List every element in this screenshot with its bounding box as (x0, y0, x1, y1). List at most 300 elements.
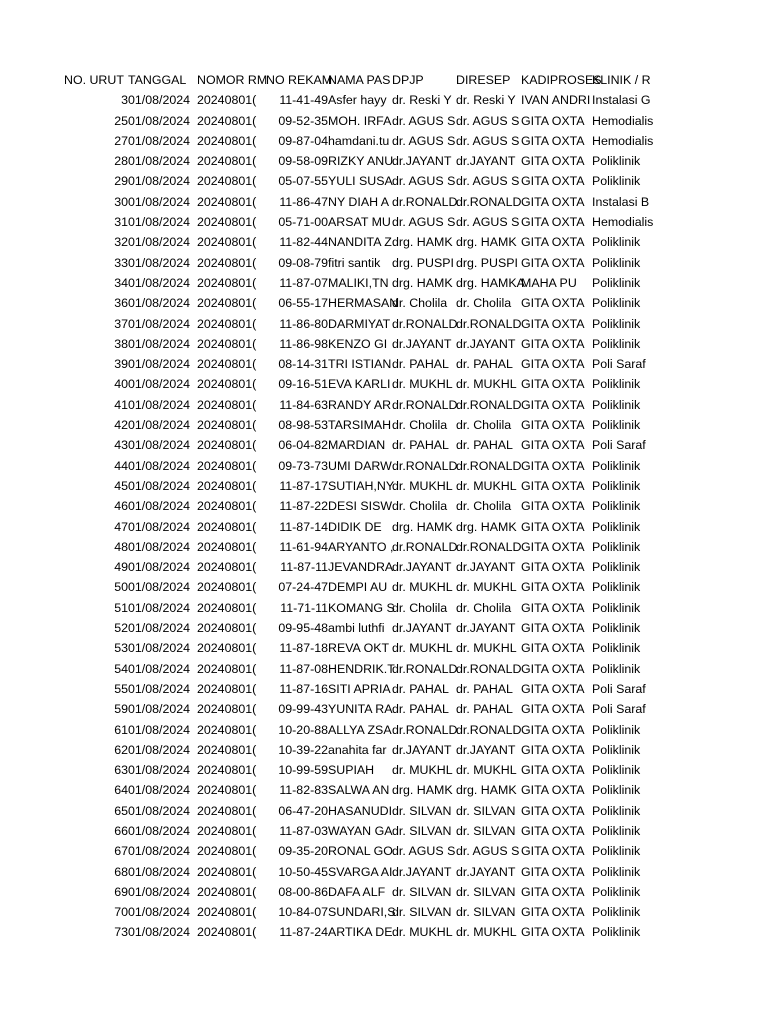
cell-klinik: Hemodialis (592, 215, 654, 230)
header-no-urut: NO. URUT (64, 73, 124, 87)
cell-tanggal: 01/08/2024 (128, 864, 191, 879)
cell-kadiproses: GITA OXTA (521, 418, 585, 433)
cell-kadiproses: GITA OXTA (521, 783, 585, 798)
cell-nama-pasien: HENDRIK.T (328, 661, 395, 676)
cell-no-rekam: 08-00-86 (278, 884, 328, 899)
cell-tanggal: 01/08/2024 (128, 275, 191, 290)
cell-klinik: Poliklinik (592, 174, 641, 189)
cell-no-rekam: 11-87-14 (279, 519, 328, 534)
cell-nomor-rm: 20240801( (197, 823, 257, 838)
cell-nama-pasien: REVA OKT (328, 641, 390, 656)
cell-klinik: Poliklinik (592, 844, 641, 859)
cell-nama-pasien: RONAL GO (328, 844, 393, 859)
cell-tanggal: 01/08/2024 (128, 661, 191, 676)
cell-no-urut: 47 (114, 519, 128, 534)
cell-tanggal: 01/08/2024 (128, 194, 191, 209)
cell-dpjp: dr. AGUS S (392, 174, 456, 189)
cell-nomor-rm: 20240801( (197, 884, 257, 899)
cell-nomor-rm: 20240801( (197, 742, 257, 757)
cell-dpjp: dr. AGUS S (392, 133, 456, 148)
cell-tanggal: 01/08/2024 (128, 539, 191, 554)
cell-diresep: dr. SILVAN (456, 884, 516, 899)
cell-dpjp: dr. MUKHL (392, 478, 453, 493)
header-dpjp: DPJP (392, 73, 424, 87)
cell-nomor-rm: 20240801( (197, 93, 257, 108)
cell-tanggal: 01/08/2024 (128, 93, 191, 108)
header-diresep: DIRESEP (456, 73, 511, 87)
cell-tanggal: 01/08/2024 (128, 925, 191, 940)
cell-kadiproses: GITA OXTA (521, 925, 585, 940)
cell-no-rekam: 09-87-04 (278, 133, 328, 148)
cell-diresep: dr. SILVAN (456, 823, 516, 838)
cell-no-rekam: 11-41-49 (279, 93, 328, 108)
cell-dpjp: dr.JAYANT (392, 864, 452, 879)
cell-kadiproses: GITA OXTA (521, 641, 585, 656)
cell-klinik: Poliklinik (592, 763, 641, 778)
cell-diresep: dr.JAYANT (456, 154, 516, 169)
cell-dpjp: dr.RONALD (392, 316, 458, 331)
cell-no-urut: 28 (114, 154, 128, 169)
cell-kadiproses: GITA OXTA (521, 600, 585, 615)
cell-no-rekam: 09-08-79 (278, 255, 328, 270)
cell-klinik: Poliklinik (592, 600, 641, 615)
cell-dpjp: dr.RONALD (392, 661, 458, 676)
cell-tanggal: 01/08/2024 (128, 905, 191, 920)
cell-klinik: Poliklinik (592, 458, 641, 473)
cell-dpjp: dr.JAYANT (392, 621, 452, 636)
cell-dpjp: dr. SILVAN (392, 884, 452, 899)
table-row (0, 496, 768, 516)
cell-tanggal: 01/08/2024 (128, 478, 191, 493)
cell-diresep: dr. MUKHL (456, 925, 517, 940)
cell-no-urut: 59 (114, 702, 128, 717)
cell-klinik: Instalasi G (592, 93, 651, 108)
cell-diresep: dr. MUKHL (456, 641, 517, 656)
cell-klinik: Poliklinik (592, 641, 641, 656)
cell-no-urut: 68 (114, 864, 128, 879)
cell-nama-pasien: NY DIAH A (328, 194, 390, 209)
cell-tanggal: 01/08/2024 (128, 397, 191, 412)
cell-tanggal: 01/08/2024 (128, 823, 191, 838)
cell-klinik: Poliklinik (592, 823, 641, 838)
cell-nomor-rm: 20240801( (197, 296, 257, 311)
cell-nomor-rm: 20240801( (197, 621, 257, 636)
cell-tanggal: 01/08/2024 (128, 113, 191, 128)
cell-dpjp: dr. SILVAN (392, 823, 452, 838)
cell-no-rekam: 06-47-20 (278, 803, 328, 818)
cell-dpjp: dr. Cholila (392, 418, 448, 433)
cell-kadiproses: GITA OXTA (521, 702, 585, 717)
table-row (0, 435, 768, 455)
header-tanggal: TANGGAL (128, 73, 187, 87)
cell-kadiproses: GITA OXTA (521, 803, 585, 818)
cell-kadiproses: GITA OXTA (521, 255, 585, 270)
cell-klinik: Poliklinik (592, 478, 641, 493)
cell-dpjp: drg. PUSPI (392, 255, 454, 270)
cell-klinik: Poliklinik (592, 722, 641, 737)
cell-nama-pasien: DIDIK DE (328, 519, 382, 534)
table-row (0, 151, 768, 171)
cell-diresep: dr. PAHAL (456, 681, 513, 696)
cell-diresep: dr.JAYANT (456, 560, 516, 575)
cell-kadiproses: GITA OXTA (521, 864, 585, 879)
cell-nama-pasien: JEVANDRA (328, 560, 394, 575)
cell-no-urut: 63 (114, 763, 128, 778)
cell-nomor-rm: 20240801( (197, 661, 257, 676)
cell-nomor-rm: 20240801( (197, 438, 257, 453)
cell-kadiproses: GITA OXTA (521, 905, 585, 920)
cell-diresep: dr. PAHAL (456, 357, 513, 372)
cell-dpjp: dr. AGUS S (392, 844, 456, 859)
cell-no-urut: 52 (114, 621, 128, 636)
table-row (0, 334, 768, 354)
cell-dpjp: dr. MUKHL (392, 377, 453, 392)
cell-diresep: dr.RONALD (456, 397, 522, 412)
cell-tanggal: 01/08/2024 (128, 742, 191, 757)
cell-nama-pasien: WAYAN GA (328, 823, 393, 838)
cell-kadiproses: GITA OXTA (521, 844, 585, 859)
cell-kadiproses: GITA OXTA (521, 397, 585, 412)
cell-klinik: Poliklinik (592, 925, 641, 940)
cell-nomor-rm: 20240801( (197, 357, 257, 372)
cell-tanggal: 01/08/2024 (128, 519, 191, 534)
cell-kadiproses: GITA OXTA (521, 681, 585, 696)
cell-no-rekam: 11-87-11 (280, 560, 328, 575)
table-row (0, 882, 768, 902)
cell-klinik: Poliklinik (592, 255, 641, 270)
cell-kadiproses: GITA OXTA (521, 722, 585, 737)
cell-no-urut: 73 (114, 925, 128, 940)
cell-nama-pasien: hamdani.tu (328, 133, 390, 148)
cell-klinik: Poliklinik (592, 377, 641, 392)
cell-diresep: dr.RONALD (456, 316, 522, 331)
cell-nomor-rm: 20240801( (197, 235, 257, 250)
cell-klinik: Poliklinik (592, 621, 641, 636)
cell-nama-pasien: MARDIAN (328, 438, 386, 453)
cell-klinik: Poliklinik (592, 499, 641, 514)
table-row (0, 273, 768, 293)
cell-tanggal: 01/08/2024 (128, 418, 191, 433)
cell-dpjp: dr.RONALD (392, 397, 458, 412)
table-row (0, 638, 768, 658)
cell-tanggal: 01/08/2024 (128, 803, 191, 818)
cell-dpjp: dr. MUKHL (392, 925, 453, 940)
cell-dpjp: dr. PAHAL (392, 681, 449, 696)
cell-no-rekam: 10-39-22 (278, 742, 328, 757)
cell-diresep: dr. AGUS S (456, 174, 520, 189)
cell-klinik: Poliklinik (592, 783, 641, 798)
table-row (0, 801, 768, 821)
cell-diresep: dr.RONALD (456, 539, 522, 554)
cell-no-urut: 53 (114, 641, 128, 656)
cell-klinik: Poliklinik (592, 275, 641, 290)
cell-tanggal: 01/08/2024 (128, 235, 191, 250)
cell-kadiproses: GITA OXTA (521, 336, 585, 351)
cell-tanggal: 01/08/2024 (128, 316, 191, 331)
cell-diresep: dr.RONALD (456, 194, 522, 209)
cell-kadiproses: GITA OXTA (521, 296, 585, 311)
cell-diresep: drg. PUSPI (456, 255, 518, 270)
table-row (0, 679, 768, 699)
cell-klinik: Poliklinik (592, 803, 641, 818)
cell-no-rekam: 11-84-63 (279, 397, 328, 412)
cell-diresep: dr. SILVAN (456, 905, 516, 920)
cell-kadiproses: GITA OXTA (521, 884, 585, 899)
cell-kadiproses: GITA OXTA (521, 316, 585, 331)
cell-diresep: dr. SILVAN (456, 803, 516, 818)
cell-kadiproses: GITA OXTA (521, 499, 585, 514)
cell-no-urut: 66 (114, 823, 128, 838)
cell-nama-pasien: DAFA ALF (328, 884, 386, 899)
cell-nama-pasien: ambi luthfi (328, 621, 385, 636)
cell-klinik: Poliklinik (592, 580, 641, 595)
cell-nomor-rm: 20240801( (197, 377, 257, 392)
cell-kadiproses: MAHA PU (521, 275, 577, 290)
cell-diresep: dr. PAHAL (456, 438, 513, 453)
cell-nomor-rm: 20240801( (197, 154, 257, 169)
table-row (0, 212, 768, 232)
cell-no-urut: 25 (114, 113, 128, 128)
cell-dpjp: dr. MUKHL (392, 580, 453, 595)
cell-kadiproses: GITA OXTA (521, 194, 585, 209)
cell-klinik: Poliklinik (592, 519, 641, 534)
cell-diresep: dr. PAHAL (456, 702, 513, 717)
cell-klinik: Hemodialis (592, 113, 654, 128)
cell-no-urut: 33 (114, 255, 128, 270)
cell-nomor-rm: 20240801( (197, 255, 257, 270)
cell-nomor-rm: 20240801( (197, 722, 257, 737)
cell-diresep: dr.RONALD (456, 722, 522, 737)
cell-klinik: Poliklinik (592, 296, 641, 311)
spreadsheet (0, 70, 768, 943)
cell-kadiproses: GITA OXTA (521, 560, 585, 575)
cell-diresep: dr. Reski Y (456, 93, 516, 108)
cell-klinik: Poliklinik (592, 397, 641, 412)
cell-dpjp: dr. PAHAL (392, 702, 449, 717)
table-row (0, 90, 768, 110)
cell-no-urut: 37 (114, 316, 128, 331)
table-row (0, 111, 768, 131)
cell-nama-pasien: HASANUDI (328, 803, 393, 818)
cell-nama-pasien: ARYANTO , (328, 539, 394, 554)
cell-no-urut: 55 (114, 681, 128, 696)
cell-nomor-rm: 20240801( (197, 215, 257, 230)
cell-kadiproses: IVAN ANDRI (521, 93, 591, 108)
cell-no-rekam: 08-98-53 (278, 418, 328, 433)
cell-nomor-rm: 20240801( (197, 580, 257, 595)
cell-dpjp: dr. Cholila (392, 499, 448, 514)
table-row (0, 862, 768, 882)
header-no-rekam: NO REKAM (266, 73, 333, 87)
cell-kadiproses: GITA OXTA (521, 377, 585, 392)
table-row (0, 476, 768, 496)
cell-diresep: dr. Cholila (456, 296, 512, 311)
cell-dpjp: dr. AGUS S (392, 113, 456, 128)
table-row (0, 456, 768, 476)
cell-nama-pasien: SUTIAH,NY (328, 478, 395, 493)
cell-nomor-rm: 20240801( (197, 418, 257, 433)
table-row (0, 374, 768, 394)
cell-tanggal: 01/08/2024 (128, 884, 191, 899)
table-row (0, 902, 768, 922)
cell-no-rekam: 10-99-59 (278, 763, 328, 778)
cell-no-urut: 27 (114, 133, 128, 148)
cell-tanggal: 01/08/2024 (128, 215, 191, 230)
cell-no-rekam: 11-61-94 (279, 539, 328, 554)
cell-nomor-rm: 20240801( (197, 316, 257, 331)
cell-dpjp: dr. Reski Y (392, 93, 452, 108)
table-row (0, 293, 768, 313)
cell-nama-pasien: TARSIMAH (328, 418, 392, 433)
cell-klinik: Poliklinik (592, 905, 641, 920)
cell-diresep: dr. MUKHL (456, 377, 517, 392)
cell-nomor-rm: 20240801( (197, 803, 257, 818)
cell-tanggal: 01/08/2024 (128, 336, 191, 351)
cell-diresep: dr. MUKHL (456, 580, 517, 595)
cell-no-rekam: 09-73-73 (278, 458, 328, 473)
cell-dpjp: dr.JAYANT (392, 336, 452, 351)
cell-tanggal: 01/08/2024 (128, 357, 191, 372)
cell-dpjp: dr. PAHAL (392, 438, 449, 453)
cell-dpjp: dr. SILVAN (392, 803, 452, 818)
cell-nama-pasien: Asfer hayy (328, 93, 387, 108)
cell-kadiproses: GITA OXTA (521, 661, 585, 676)
cell-dpjp: drg. HAMK (392, 519, 453, 534)
cell-dpjp: dr.RONALD (392, 539, 458, 554)
cell-no-rekam: 11-87-17 (279, 478, 328, 493)
cell-diresep: dr. AGUS S (456, 215, 520, 230)
cell-klinik: Poli Saraf (592, 702, 646, 717)
table-row (0, 760, 768, 780)
cell-tanggal: 01/08/2024 (128, 763, 191, 778)
cell-diresep: dr. Cholila (456, 499, 512, 514)
cell-tanggal: 01/08/2024 (128, 174, 191, 189)
cell-kadiproses: GITA OXTA (521, 823, 585, 838)
cell-no-rekam: 09-35-20 (278, 844, 328, 859)
cell-klinik: Poliklinik (592, 539, 641, 554)
cell-nama-pasien: EVA KARLI (328, 377, 391, 392)
cell-no-rekam: 11-86-80 (279, 316, 328, 331)
cell-no-rekam: 11-87-07 (279, 275, 328, 290)
cell-dpjp: drg. HAMK (392, 783, 453, 798)
cell-nama-pasien: DESI SISW (328, 499, 393, 514)
header-nama-pasien: NAMA PAS (328, 73, 391, 87)
cell-diresep: dr.RONALD (456, 458, 522, 473)
cell-no-rekam: 11-86-47 (279, 194, 328, 209)
cell-diresep: dr.JAYANT (456, 742, 516, 757)
cell-no-urut: 29 (114, 174, 128, 189)
cell-nomor-rm: 20240801( (197, 763, 257, 778)
cell-diresep: dr.JAYANT (456, 336, 516, 351)
cell-dpjp: dr. SILVAN (392, 905, 452, 920)
cell-no-rekam: 05-07-55 (278, 174, 328, 189)
table-row (0, 780, 768, 800)
cell-nama-pasien: anahita far (328, 742, 387, 757)
cell-klinik: Poli Saraf (592, 681, 646, 696)
cell-no-rekam: 11-87-24 (279, 925, 328, 940)
cell-dpjp: dr. PAHAL (392, 357, 449, 372)
cell-tanggal: 01/08/2024 (128, 844, 191, 859)
cell-no-urut: 46 (114, 499, 128, 514)
cell-no-rekam: 10-20-88 (278, 722, 328, 737)
cell-nomor-rm: 20240801( (197, 194, 257, 209)
cell-no-rekam: 11-71-11 (280, 600, 328, 615)
cell-no-urut: 34 (114, 275, 128, 290)
cell-diresep: dr.JAYANT (456, 864, 516, 879)
table-row (0, 253, 768, 273)
table-row (0, 720, 768, 740)
cell-no-rekam: 05-71-00 (278, 215, 328, 230)
cell-kadiproses: GITA OXTA (521, 458, 585, 473)
cell-diresep: dr.RONALD (456, 661, 522, 676)
header-kadiproses: KADIPROSES (521, 73, 602, 87)
cell-nomor-rm: 20240801( (197, 539, 257, 554)
cell-nama-pasien: SUNDARI,S (328, 905, 396, 920)
table-row (0, 171, 768, 191)
cell-klinik: Poliklinik (592, 235, 641, 250)
cell-nomor-rm: 20240801( (197, 113, 257, 128)
table-row (0, 314, 768, 334)
cell-dpjp: dr. MUKHL (392, 763, 453, 778)
cell-no-rekam: 09-52-35 (278, 113, 328, 128)
cell-klinik: Instalasi B (592, 194, 650, 209)
cell-nomor-rm: 20240801( (197, 499, 257, 514)
cell-kadiproses: GITA OXTA (521, 580, 585, 595)
cell-nomor-rm: 20240801( (197, 600, 257, 615)
cell-nama-pasien: MOH. IRFA (328, 113, 392, 128)
cell-no-urut: 64 (114, 783, 128, 798)
cell-nomor-rm: 20240801( (197, 478, 257, 493)
cell-no-urut: 42 (114, 418, 128, 433)
cell-nomor-rm: 20240801( (197, 783, 257, 798)
cell-kadiproses: GITA OXTA (521, 438, 585, 453)
cell-no-urut: 50 (114, 580, 128, 595)
cell-nama-pasien: MALIKI,TN (328, 275, 389, 290)
table-row (0, 354, 768, 374)
cell-klinik: Poli Saraf (592, 438, 646, 453)
cell-tanggal: 01/08/2024 (128, 255, 191, 270)
cell-nomor-rm: 20240801( (197, 560, 257, 575)
cell-no-urut: 30 (114, 194, 128, 209)
cell-dpjp: dr.RONALD (392, 194, 458, 209)
cell-nomor-rm: 20240801( (197, 174, 257, 189)
table-row (0, 192, 768, 212)
table-row (0, 740, 768, 760)
cell-nama-pasien: ARTIKA DE (328, 925, 393, 940)
cell-tanggal: 01/08/2024 (128, 154, 191, 169)
cell-kadiproses: GITA OXTA (521, 539, 585, 554)
table-row (0, 537, 768, 557)
cell-nama-pasien: RANDY AR (328, 397, 392, 412)
cell-nama-pasien: SITI APRIA (328, 681, 391, 696)
cell-nomor-rm: 20240801( (197, 864, 257, 879)
cell-dpjp: dr. Cholila (392, 600, 448, 615)
cell-nama-pasien: KENZO GI (328, 336, 388, 351)
cell-no-urut: 48 (114, 539, 128, 554)
cell-no-urut: 49 (114, 560, 128, 575)
cell-dpjp: dr. Cholila (392, 296, 448, 311)
cell-nama-pasien: UMI DARW (328, 458, 392, 473)
cell-kadiproses: GITA OXTA (521, 113, 585, 128)
cell-no-rekam: 11-87-18 (279, 641, 328, 656)
cell-no-urut: 31 (114, 215, 128, 230)
cell-nomor-rm: 20240801( (197, 519, 257, 534)
table-row (0, 922, 768, 942)
cell-nama-pasien: SUPIAH (328, 763, 375, 778)
cell-no-rekam: 09-95-48 (278, 621, 328, 636)
cell-kadiproses: GITA OXTA (521, 357, 585, 372)
cell-tanggal: 01/08/2024 (128, 600, 191, 615)
